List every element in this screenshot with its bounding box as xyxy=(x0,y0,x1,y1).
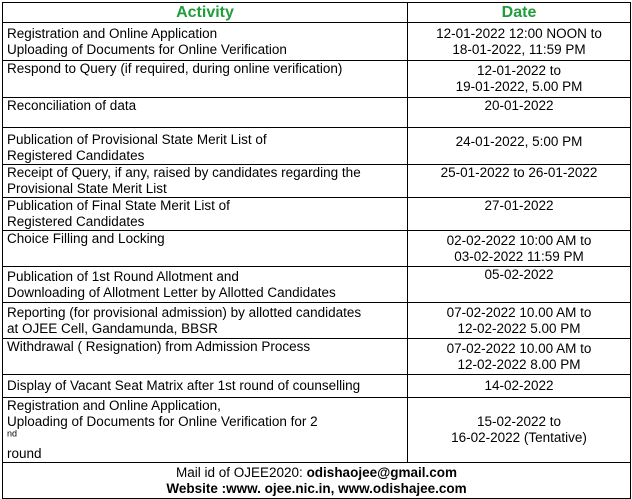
date-cell: 07-02-2022 10.00 AM to 12-02-2022 8.00 PM xyxy=(408,339,631,375)
date-cell: 25-01-2022 to 26-01-2022 xyxy=(408,165,631,198)
activity-cell: Reconciliation of data xyxy=(3,98,408,128)
footer-cell xyxy=(3,463,631,499)
table-row xyxy=(3,339,631,375)
date-cell: 20-01-2022 xyxy=(408,98,631,128)
activity-cell: Display of Vacant Seat Matrix after 1st round of counselling xyxy=(3,375,408,398)
date-cell: 27-01-2022 xyxy=(408,198,631,231)
table-row xyxy=(3,23,631,61)
website-text: Website :www. ojee.nic.in, www.odishajee.com xyxy=(166,480,467,496)
activity-cell: Withdrawal ( Resignation) from Admission Process xyxy=(3,339,408,375)
activity-cell: Registration and Online Application Uploading of Documents for Online Verification xyxy=(3,23,408,61)
table-row xyxy=(3,398,631,463)
table-row xyxy=(3,198,631,231)
activity-cell: Publication of Provisional State Merit List of Registered Candidates xyxy=(3,128,408,165)
table-row xyxy=(3,231,631,267)
table-row xyxy=(3,98,631,128)
activity-cell: Registration and Online Application, Uploading of Documents for Online Verification for 2 $^{nd}$ round xyxy=(3,398,408,463)
table-row xyxy=(3,375,631,398)
footer-row xyxy=(3,463,631,499)
mail-address: odishaojee@gmail.com xyxy=(306,464,458,480)
mail-label: Mail id of OJEE2020: xyxy=(175,464,307,480)
date-cell: 02-02-2022 10:00 AM to 03-02-2022 11:59 PM xyxy=(408,231,631,267)
date-header: Date xyxy=(408,3,631,23)
activity-cell: Receipt of Query, if any, raised by candidates regarding the Provisional State Merit List xyxy=(3,165,408,198)
activity-header: Activity xyxy=(3,3,408,23)
table-row xyxy=(3,165,631,198)
activity-cell: Choice Filling and Locking xyxy=(3,231,408,267)
table-row xyxy=(3,128,631,165)
table-row xyxy=(3,267,631,303)
date-cell: 05-02-2022 xyxy=(408,267,631,303)
date-cell: 12-01-2022 to 19-01-2022, 5.00 PM xyxy=(408,61,631,98)
date-cell: 12-01-2022 12:00 NOON to 18-01-2022, 11:59 PM xyxy=(408,23,631,61)
table-row xyxy=(3,303,631,339)
date-cell: 14-02-2022 xyxy=(408,375,631,398)
activity-cell: Respond to Query (if required, during online verification) xyxy=(3,61,408,98)
table-row xyxy=(3,61,631,98)
activity-cell: Reporting (for provisional admission) by allotted candidates at OJEE Cell, Gandamunda, BBSR xyxy=(3,303,408,339)
date-cell: 07-02-2022 10.00 AM to 12-02-2022 5.00 PM xyxy=(408,303,631,339)
date-cell: 15-02-2022 to 16-02-2022 (Tentative) xyxy=(408,398,631,463)
schedule-container xyxy=(2,2,631,499)
activity-cell: Publication of 1st Round Allotment and Downloading of Allotment Letter by Allotted Candidates xyxy=(3,267,408,303)
table-header-row xyxy=(3,3,631,23)
schedule-table xyxy=(2,2,631,499)
date-cell: 24-01-2022, 5:00 PM xyxy=(408,128,631,165)
activity-cell: Publication of Final State Merit List of Registered Candidates xyxy=(3,198,408,231)
